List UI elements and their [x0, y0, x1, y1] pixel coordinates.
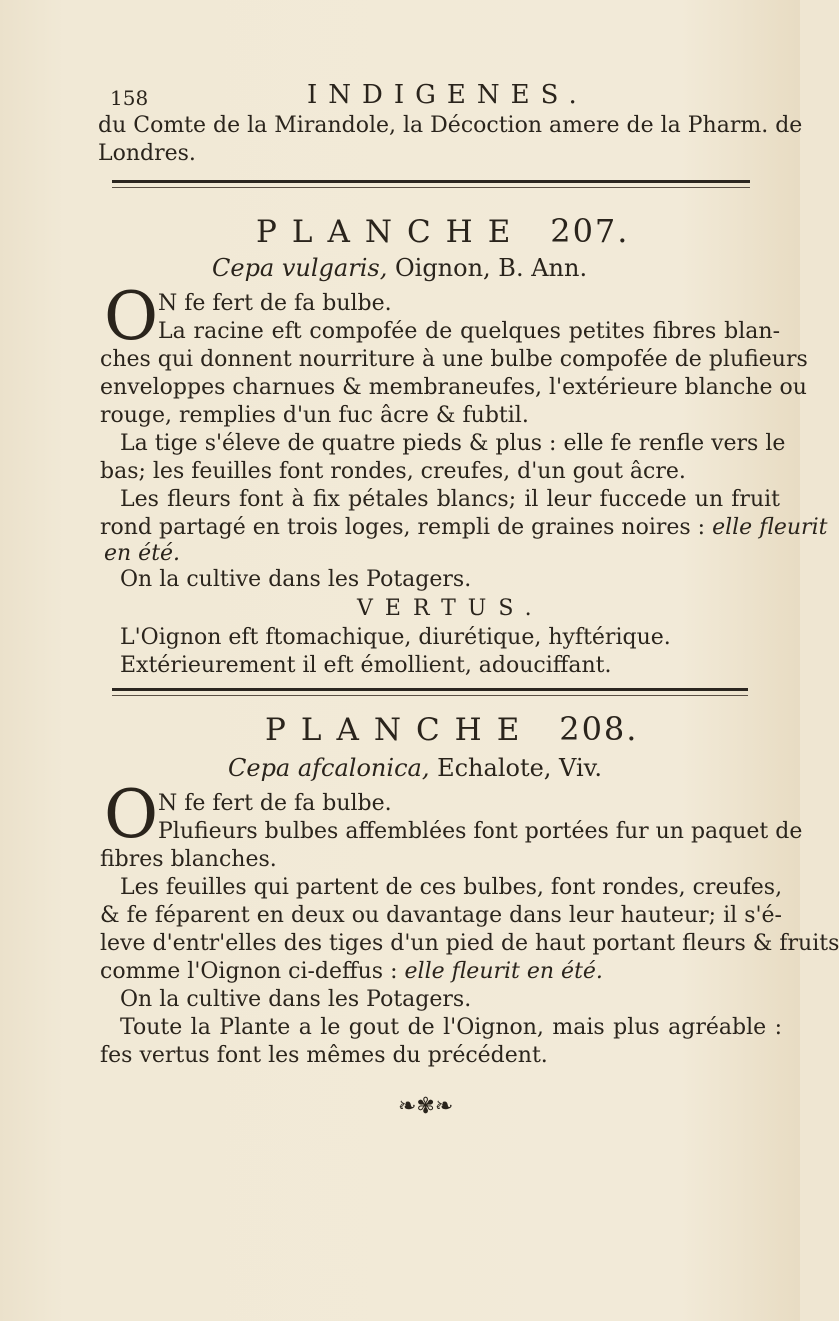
plate-208-latin-name: Cepa afcalonica, — [228, 754, 430, 782]
plate-208-line-10: fes vertus font les mêmes du précédent. — [100, 1043, 548, 1068]
section-rule — [112, 688, 748, 691]
plate-208-line-1: N fe fert de fa bulbe. — [158, 791, 392, 816]
plate-208-line-3: fibres blanches. — [100, 847, 277, 872]
plate-207-vertus-line-1: L'Oignon eft ftomachique, diurétique, hyftérique. — [120, 625, 671, 650]
plate-207-line-10: en été. — [104, 541, 181, 566]
section-rule-thin — [112, 695, 748, 696]
plate-208-label: PLANCHE — [265, 712, 535, 748]
continuation-line-1: du Comte de la Mirandole, la Décoction amere de la Pharm. de — [98, 113, 803, 138]
plate-208-line-2: Plufieurs bulbes affemblées font portées fur un paquet de — [158, 819, 803, 844]
plate-207-line-9 — [100, 514, 827, 542]
plate-207-vertus-heading: VERTUS. — [357, 596, 544, 621]
plate-207-species — [212, 254, 587, 282]
plate-207-line-4: enveloppes charnues & membraneufes, l'extérieure blanche ou — [100, 375, 807, 400]
plate-208-heading — [265, 710, 638, 748]
plate-208-common-name: Echalote, Viv. — [437, 754, 602, 782]
plate-207-line-9-text: rond partagé en trois loges, rempli de graines noires : — [100, 515, 706, 540]
plate-207-latin-name: Cepa vulgaris, — [212, 254, 388, 282]
plate-208-line-4: Les feuilles qui partent de ces bulbes, font rondes, creufes, — [120, 875, 783, 900]
plate-207-common-name: Oignon, B. Ann. — [394, 254, 588, 282]
continuation-line-2: Londres. — [98, 141, 196, 166]
plate-208-line-6: leve d'entr'elles des tiges d'un pied de haut portant fleurs & fruits — [100, 931, 839, 956]
plate-207-line-1: N fe fert de fa bulbe. — [158, 291, 392, 316]
page-number: 158 — [110, 86, 149, 110]
plate-208-drop-cap: O — [104, 776, 159, 853]
plate-207-line-3: ches qui donnent nourriture à une bulbe compofée de plufieurs — [100, 347, 808, 372]
plate-207-line-7: bas; les feuilles font rondes, creufes, d'un gout âcre. — [100, 459, 686, 484]
plate-207-heading — [256, 212, 629, 250]
plate-208-line-8: On la cultive dans les Potagers. — [120, 987, 472, 1012]
plate-208-species — [228, 754, 602, 782]
plate-208-flowering-italic: elle fleurit en été. — [404, 959, 603, 984]
plate-208-line-5: & fe féparent en deux ou davantage dans leur hauteur; il s'é- — [100, 903, 782, 928]
running-title: INDIGENES. — [307, 80, 588, 110]
plate-207-line-2: La racine eft compofée de quelques petites fibres blan- — [158, 319, 780, 344]
plate-207-vertus-line-2: Extérieurement il eft émollient, adouciffant. — [120, 653, 612, 678]
fleuron-ornament: ❧✾❧ — [398, 1094, 454, 1119]
plate-208-number: 208. — [559, 710, 639, 748]
plate-208-line-7-text: comme l'Oignon ci-deffus : — [100, 959, 398, 984]
plate-207-flowering-italic: elle fleurit — [712, 515, 828, 540]
plate-207-number: 207. — [550, 212, 630, 250]
plate-207-line-6: La tige s'éleve de quatre pieds & plus : elle fe renfle vers le — [120, 431, 786, 456]
plate-207-line-11: On la cultive dans les Potagers. — [120, 567, 472, 592]
section-rule-thin — [112, 187, 750, 188]
section-rule — [112, 180, 750, 183]
plate-207-line-5: rouge, remplies d'un fuc âcre & fubtil. — [100, 403, 529, 428]
plate-207-drop-cap: O — [104, 278, 159, 355]
plate-207-line-8: Les fleurs font à fix pétales blancs; il leur fuccede un fruit — [120, 487, 780, 512]
plate-208-line-9: Toute la Plante a le gout de l'Oignon, mais plus agréable : — [120, 1015, 782, 1040]
plate-207-label: PLANCHE — [256, 214, 526, 250]
plate-208-line-7 — [100, 958, 603, 986]
